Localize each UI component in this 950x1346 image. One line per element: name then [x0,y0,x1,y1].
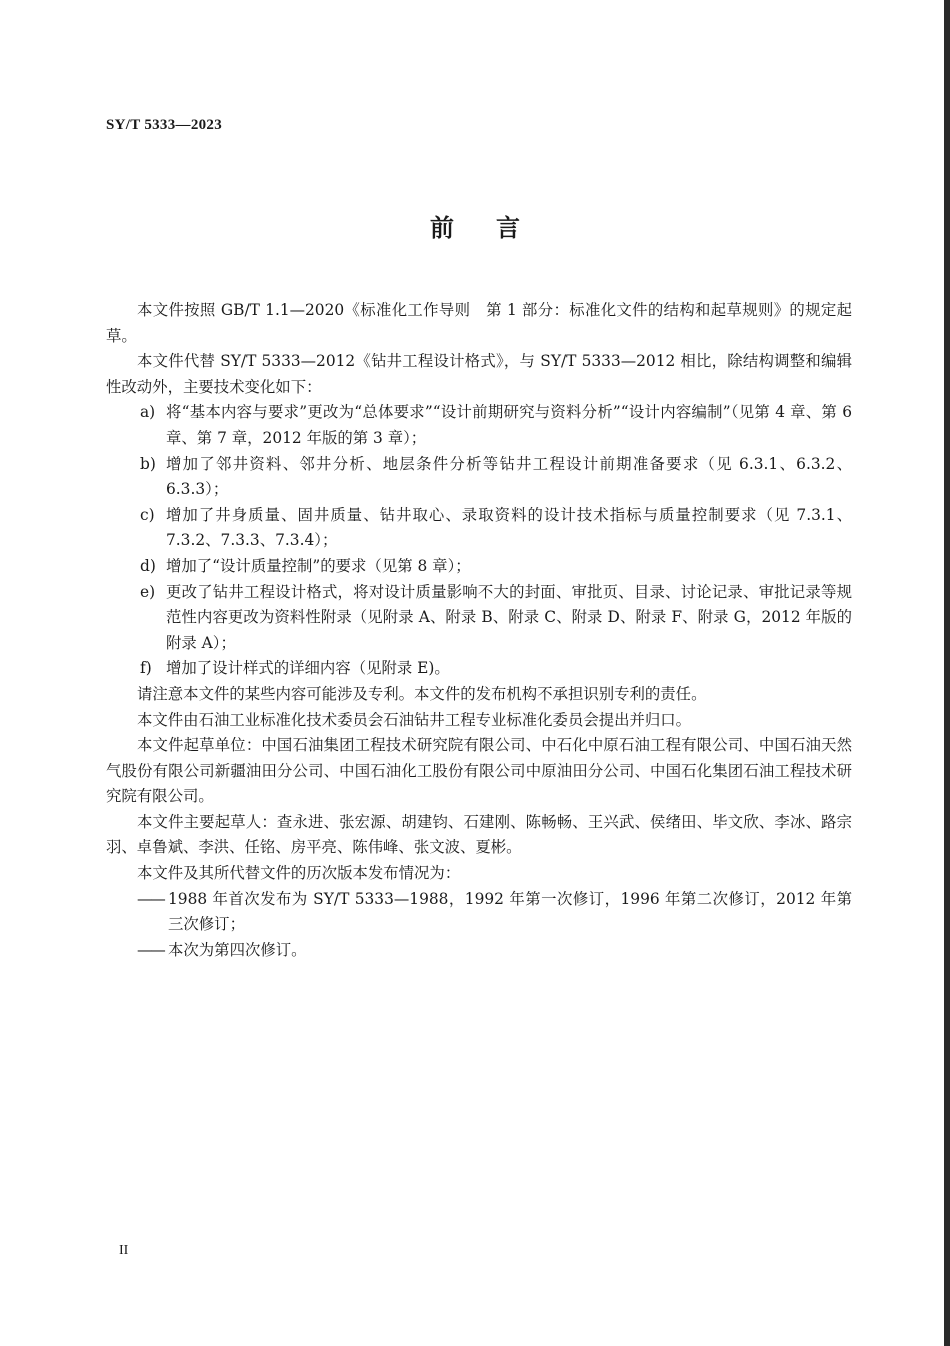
change-item-label: b) [140,454,156,473]
foreword-body [106,298,852,963]
change-item [106,400,852,451]
change-item [106,503,852,554]
change-item-text: 增加了邻井资料、邻井分析、地层条件分析等钻井工程设计前期准备要求（见 6.3.1、6.3.2、6.3.3）； [166,454,852,499]
version-history-list [106,887,852,964]
change-item-text: 将“基本内容与要求”更改为“总体要求”“设计前期研究与资料分析”“设计内容编制”（见第 4 章、第 6 章、第 7 章，2012 年版的第 3 章）； [166,403,852,447]
history-item [106,887,852,938]
change-item [106,452,852,503]
page-title: 前言 [430,213,562,242]
change-item-text: 更改了钻井工程设计格式，将对设计质量影响不大的封面、审批页、目录、讨论记录、审批记录等规范性内容更改为资料性附录（见附录 A、附录 B、附录 C、附录 D、附录 F、附录 G，2012 年版的附录 A）； [166,582,852,652]
patent-notice-paragraph: 请注意本文件的某些内容可能涉及专利。本文件的发布机构不承担识别专利的责任。 [137,684,707,703]
change-list [106,400,852,682]
intro-paragraph-2: 本文件代替 SY/T 5333—2012《钻井工程设计格式》，与 SY/T 5333—2012 相比，除结构调整和编辑性改动外，主要技术变化如下： [106,352,852,396]
change-item-label: e) [140,582,156,601]
change-item-text: 增加了设计样式的详细内容（见附录 E)。 [166,659,450,678]
history-item [106,938,852,964]
change-item-label: f) [140,659,152,678]
drafters-paragraph: 本文件主要起草人：查永进、张宏源、胡建钧、石建刚、陈畅畅、王兴武、侯绪田、毕文欣、李冰、路宗羽、卓鲁斌、李洪、任铭、房平亮、陈伟峰、张文波、夏彬。 [106,812,852,857]
history-intro-paragraph: 本文件及其所代替文件的历次版本发布情况为： [137,864,461,883]
history-dash: —— [137,940,164,959]
page-number: II [119,1243,129,1258]
standard-code: SY/T 5333—2023 [106,117,223,133]
intro-paragraph-1: 本文件按照 GB/T 1.1—2020《标准化工作导则 第 1 部分：标准化文件的结构和起草规则》的规定起草。 [106,301,852,345]
change-item [106,580,852,657]
change-item [106,554,852,580]
change-item-text: 增加了“设计质量控制”的要求（见第 8 章）； [166,556,471,575]
change-item-label: d) [140,556,156,575]
history-text: 1988 年首次发布为 SY/T 5333—1988，1992 年第一次修订，1996 年第二次修订，2012 年第三次修订； [168,889,852,934]
drafting-units-paragraph: 本文件起草单位：中国石油集团工程技术研究院有限公司、中石化中原石油工程有限公司、中国石油天然气股份有限公司新疆油田分公司、中国石油化工股份有限公司中原油田分公司、中国石化集团石油工程技术研究院有限公司。 [106,736,852,806]
change-item-label: a) [140,403,156,422]
history-dash: —— [137,889,164,908]
proposer-paragraph: 本文件由石油工业标准化技术委员会石油钻井工程专业标准化委员会提出并归口。 [137,710,692,729]
change-item-label: c) [140,505,155,524]
page-edge-border [944,0,950,1346]
change-item [106,656,852,682]
history-text: 本次为第四次修订。 [168,940,307,959]
change-item-text: 增加了井身质量、固井质量、钻井取心、录取资料的设计技术指标与质量控制要求（见 7.3.1、7.3.2、7.3.3、7.3.4）； [166,505,852,550]
